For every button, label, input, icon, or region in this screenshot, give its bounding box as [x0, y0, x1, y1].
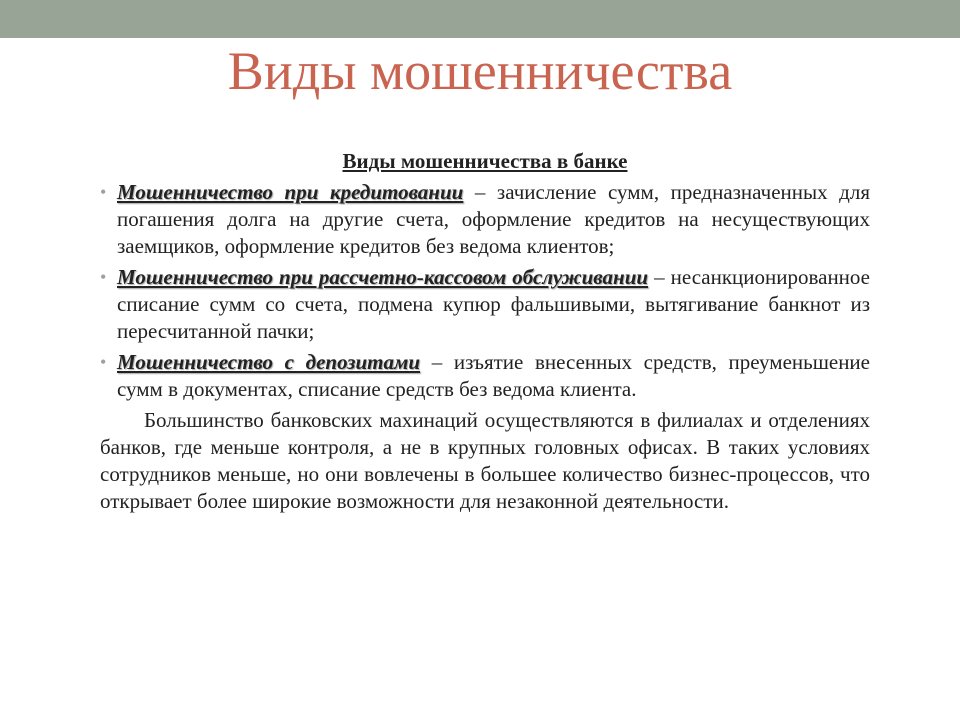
slide-content — [100, 148, 870, 515]
bullet-text: – зачисление сумм, предназначенных для погашения долга на другие счета, оформление кредитов на несуществующих заемщиков, оформление кредитов без ведома клиентов; — [117, 180, 870, 258]
bullet-text: – изъятие внесенных средств, преуменьшение сумм в документах, списание средств без ведома клиента. — [117, 350, 870, 401]
bullet-icon: • — [100, 182, 107, 202]
slide-title: Виды мошенничества — [227, 41, 733, 101]
list-item — [100, 349, 870, 403]
top-accent-bar — [0, 0, 960, 38]
bullet-icon: • — [100, 267, 107, 287]
slide-subtitle: Виды мошенничества в банке — [342, 149, 628, 173]
list-item — [100, 179, 870, 260]
bullet-text: – несанкционированное списание сумм со счета, подмена купюр фальшивыми, вытягивание банкнот из пересчитанной пачки; — [117, 265, 870, 343]
bullet-term: Мошенничество при кредитовании — [117, 180, 464, 204]
list-item — [100, 264, 870, 345]
bullet-icon: • — [100, 352, 107, 372]
bullet-term: Мошенничество при рассчетно-кассовом обслуживании — [117, 265, 649, 289]
fraud-types-list — [100, 179, 870, 403]
bullet-term: Мошенничество с депозитами — [117, 350, 421, 374]
body-paragraph: Большинство банковских махинаций осуществляются в филиалах и отделениях банков, где меньше контроля, а не в крупных головных офисах. В таких условиях сотрудников меньше, но они вовлечены в большее количество бизнес-процессов, что открывает более широкие возможности для незаконной деятельности. — [100, 408, 870, 513]
